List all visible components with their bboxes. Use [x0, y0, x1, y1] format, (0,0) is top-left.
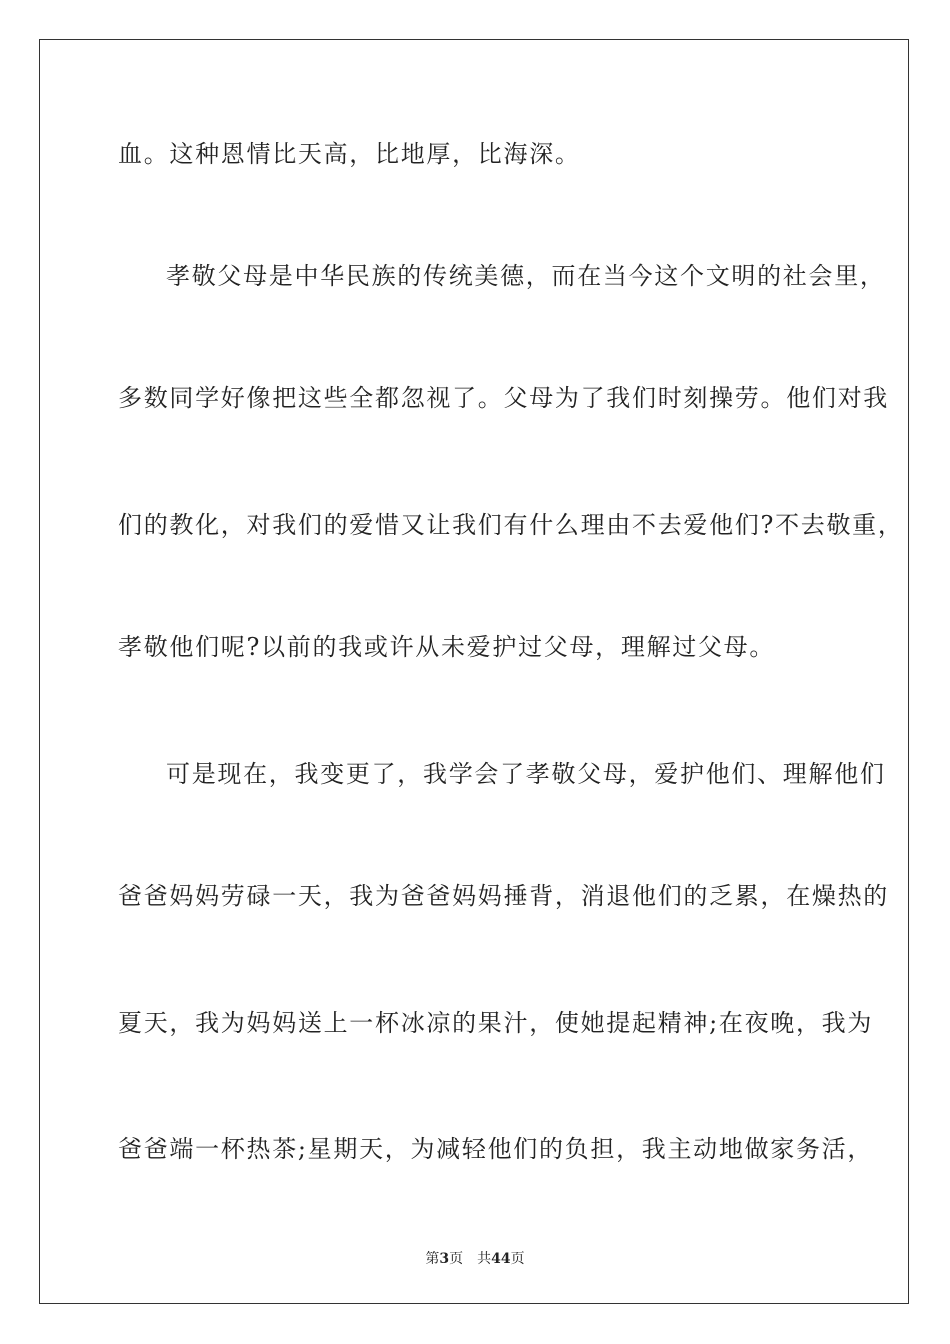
text-line: 们的教化，对我们的爱惜又让我们有什么理由不去爱他们?不去敬重， — [118, 511, 904, 539]
text-line: 多数同学好像把这些全都忽视了。父母为了我们时刻操劳。他们对我 — [118, 384, 889, 412]
text-line: 血。这种恩情比天高，比地厚，比海深。 — [118, 140, 581, 168]
total-label-prefix: 共 — [477, 1251, 492, 1267]
paragraph-start-line: 孝敬父母是中华民族的传统美德，而在当今这个文明的社会里， — [166, 262, 886, 290]
text-line: 孝敬他们呢?以前的我或许从未爱护过父母，理解过父母。 — [118, 633, 776, 661]
total-pages: 44 — [491, 1251, 511, 1267]
page-footer — [0, 1248, 950, 1268]
text-line: 爸爸端一杯热茶;星期天，为减轻他们的负担，我主动地做家务活， — [118, 1135, 874, 1163]
page-border — [39, 39, 909, 1304]
text-line: 爸爸妈妈劳碌一天，我为爸爸妈妈捶背，消退他们的乏累，在燥热的 — [118, 882, 889, 910]
text-line: 夏天，我为妈妈送上一杯冰凉的果汁，使她提起精神;在夜晚，我为 — [118, 1009, 874, 1037]
total-label-suffix: 页 — [510, 1251, 525, 1267]
page-number: 3 — [439, 1251, 450, 1267]
paragraph-start-line: 可是现在，我变更了，我学会了孝敬父母，爱护他们、理解他们 — [166, 760, 886, 788]
page-label-prefix: 第 — [425, 1251, 440, 1267]
page-label-suffix: 页 — [449, 1251, 464, 1267]
